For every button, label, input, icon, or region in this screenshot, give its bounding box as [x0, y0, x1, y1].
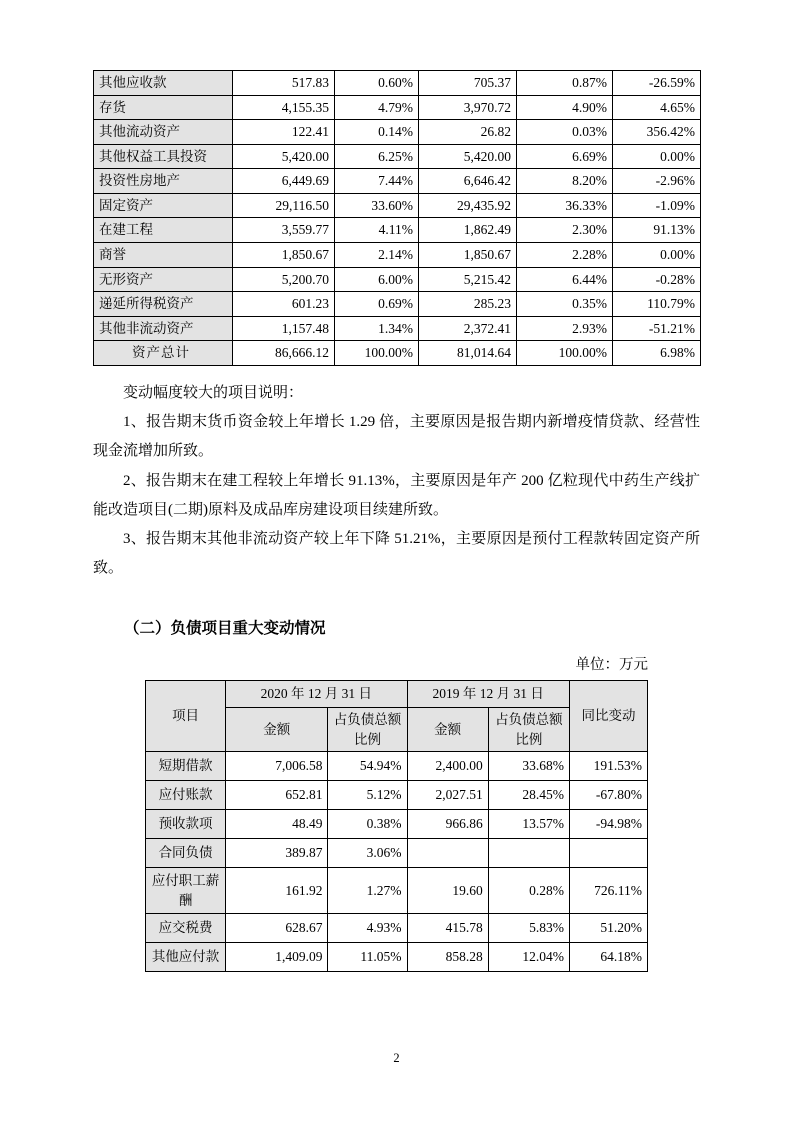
- row-change: -94.98%: [569, 810, 647, 839]
- row-change: 110.79%: [613, 292, 701, 317]
- row-ratio-2020: 33.60%: [335, 193, 419, 218]
- row-amount-2020: 3,559.77: [233, 218, 335, 243]
- page-content: [93, 70, 700, 972]
- row-amount-2020: 161.92: [226, 868, 328, 914]
- liability-table-body: [146, 680, 648, 971]
- row-amount-2020: 86,666.12: [233, 341, 335, 366]
- row-ratio-2019: 2.93%: [517, 316, 613, 341]
- row-amount-2020: 1,850.67: [233, 242, 335, 267]
- header-item: 项目: [146, 680, 226, 751]
- row-amount-2020: 517.83: [233, 71, 335, 96]
- row-label: 合同负债: [146, 839, 226, 868]
- header-period-2020: 2020 年 12 月 31 日: [226, 680, 407, 707]
- row-label: 其他流动资产: [94, 120, 233, 145]
- row-ratio-2019: [488, 839, 569, 868]
- row-change: -67.80%: [569, 781, 647, 810]
- row-ratio-2020: 11.05%: [328, 943, 407, 972]
- row-amount-2020: 48.49: [226, 810, 328, 839]
- row-ratio-2020: 3.06%: [328, 839, 407, 868]
- row-ratio-2019: 2.30%: [517, 218, 613, 243]
- row-label: 在建工程: [94, 218, 233, 243]
- row-ratio-2019: 4.90%: [517, 95, 613, 120]
- row-ratio-2020: 2.14%: [335, 242, 419, 267]
- row-ratio-2019: 0.28%: [488, 868, 569, 914]
- note-item-3: 3、报告期末其他非流动资产较上年下降 51.21%，主要原因是预付工程款转固定资产所致。: [93, 531, 700, 577]
- row-amount-2020: 122.41: [233, 120, 335, 145]
- row-label: 无形资产: [94, 267, 233, 292]
- row-change: -1.09%: [613, 193, 701, 218]
- row-amount-2019: 858.28: [407, 943, 488, 972]
- unit-label: 单位：万元: [575, 656, 648, 673]
- table-row: [146, 752, 648, 781]
- row-change: [569, 839, 647, 868]
- row-change: -26.59%: [613, 71, 701, 96]
- row-amount-2019: 3,970.72: [419, 95, 517, 120]
- row-amount-2019: 415.78: [407, 914, 488, 943]
- table-row: [94, 292, 701, 317]
- table-row: [146, 868, 648, 914]
- row-label: 应付职工薪酬: [146, 868, 226, 914]
- row-label: 其他应收款: [94, 71, 233, 96]
- row-label: 投资性房地产: [94, 169, 233, 194]
- row-amount-2020: 652.81: [226, 781, 328, 810]
- spacer: [93, 366, 700, 379]
- row-amount-2020: 29,116.50: [233, 193, 335, 218]
- table-row: [146, 914, 648, 943]
- row-amount-2019: 29,435.92: [419, 193, 517, 218]
- header-amount-2019: 金额: [407, 707, 488, 751]
- row-label: 短期借款: [146, 752, 226, 781]
- row-change: 191.53%: [569, 752, 647, 781]
- row-amount-2019: 5,215.42: [419, 267, 517, 292]
- liability-table-wrapper: [93, 680, 700, 972]
- table-row: [146, 781, 648, 810]
- table-row: [94, 193, 701, 218]
- row-label: 商誉: [94, 242, 233, 267]
- table-row: [146, 810, 648, 839]
- row-amount-2019: 285.23: [419, 292, 517, 317]
- table-row: [94, 242, 701, 267]
- header-ratio-2019: 占负债总额比例: [488, 707, 569, 751]
- row-label: 应付账款: [146, 781, 226, 810]
- row-amount-2019: 2,400.00: [407, 752, 488, 781]
- row-ratio-2020: 4.79%: [335, 95, 419, 120]
- header-ratio-2020: 占负债总额比例: [328, 707, 407, 751]
- row-ratio-2020: 6.25%: [335, 144, 419, 169]
- row-change: 356.42%: [613, 120, 701, 145]
- row-amount-2020: 6,449.69: [233, 169, 335, 194]
- row-ratio-2020: 5.12%: [328, 781, 407, 810]
- row-ratio-2020: 100.00%: [335, 341, 419, 366]
- table-row: [94, 169, 701, 194]
- row-ratio-2019: 12.04%: [488, 943, 569, 972]
- row-ratio-2019: 6.69%: [517, 144, 613, 169]
- row-amount-2020: 389.87: [226, 839, 328, 868]
- table-header-row: [146, 680, 648, 707]
- row-label: 存货: [94, 95, 233, 120]
- row-ratio-2019: 100.00%: [517, 341, 613, 366]
- liability-items-table: [145, 680, 648, 972]
- row-ratio-2019: 2.28%: [517, 242, 613, 267]
- page-number: 2: [393, 1051, 400, 1065]
- notes-intro: 变动幅度较大的项目说明：: [123, 384, 304, 401]
- asset-table-body: [94, 71, 701, 366]
- row-amount-2019: 1,850.67: [419, 242, 517, 267]
- row-ratio-2019: 36.33%: [517, 193, 613, 218]
- table-row: [94, 316, 701, 341]
- row-amount-2020: 5,420.00: [233, 144, 335, 169]
- row-amount-2019: [407, 839, 488, 868]
- row-amount-2020: 628.67: [226, 914, 328, 943]
- row-ratio-2019: 0.35%: [517, 292, 613, 317]
- row-label: 资产总计: [94, 341, 233, 366]
- table-row: [94, 218, 701, 243]
- row-amount-2020: 1,157.48: [233, 316, 335, 341]
- table-row-total: [94, 341, 701, 366]
- row-ratio-2020: 54.94%: [328, 752, 407, 781]
- row-change: 4.65%: [613, 95, 701, 120]
- note-item-1: 1、报告期末货币资金较上年增长 1.29 倍，主要原因是报告期内新增疫情贷款、经营性现金流增加所致。: [93, 414, 700, 460]
- row-amount-2019: 2,372.41: [419, 316, 517, 341]
- row-change: 91.13%: [613, 218, 701, 243]
- row-ratio-2020: 0.14%: [335, 120, 419, 145]
- row-ratio-2020: 4.11%: [335, 218, 419, 243]
- row-change: -2.96%: [613, 169, 701, 194]
- row-amount-2019: 705.37: [419, 71, 517, 96]
- row-ratio-2019: 33.68%: [488, 752, 569, 781]
- table-row: [94, 267, 701, 292]
- row-change: 726.11%: [569, 868, 647, 914]
- header-change: 同比变动: [569, 680, 647, 751]
- header-amount-2020: 金额: [226, 707, 328, 751]
- row-ratio-2019: 8.20%: [517, 169, 613, 194]
- row-amount-2019: 966.86: [407, 810, 488, 839]
- row-label: 递延所得税资产: [94, 292, 233, 317]
- row-amount-2020: 1,409.09: [226, 943, 328, 972]
- asset-items-table: [93, 70, 701, 366]
- row-ratio-2019: 6.44%: [517, 267, 613, 292]
- row-amount-2019: 6,646.42: [419, 169, 517, 194]
- row-amount-2019: 5,420.00: [419, 144, 517, 169]
- row-ratio-2020: 7.44%: [335, 169, 419, 194]
- row-amount-2019: 19.60: [407, 868, 488, 914]
- row-ratio-2020: 0.38%: [328, 810, 407, 839]
- row-ratio-2019: 13.57%: [488, 810, 569, 839]
- row-ratio-2020: 6.00%: [335, 267, 419, 292]
- row-ratio-2020: 1.34%: [335, 316, 419, 341]
- row-amount-2020: 601.23: [233, 292, 335, 317]
- row-ratio-2019: 0.87%: [517, 71, 613, 96]
- row-ratio-2019: 28.45%: [488, 781, 569, 810]
- row-amount-2020: 4,155.35: [233, 95, 335, 120]
- row-ratio-2020: 0.69%: [335, 292, 419, 317]
- row-ratio-2019: 0.03%: [517, 120, 613, 145]
- table-row: [94, 120, 701, 145]
- row-change: 0.00%: [613, 144, 701, 169]
- table-row: [146, 943, 648, 972]
- row-ratio-2020: 4.93%: [328, 914, 407, 943]
- row-amount-2019: 1,862.49: [419, 218, 517, 243]
- row-amount-2020: 7,006.58: [226, 752, 328, 781]
- row-amount-2019: 26.82: [419, 120, 517, 145]
- table-row: [94, 144, 701, 169]
- row-label: 其他非流动资产: [94, 316, 233, 341]
- note-item-2: 2、报告期末在建工程较上年增长 91.13%，主要原因是年产 200 亿粒现代中药生产线扩能改造项目(二期)原料及成品库房建设项目续建所致。: [93, 472, 700, 518]
- row-change: 6.98%: [613, 341, 701, 366]
- row-ratio-2019: 5.83%: [488, 914, 569, 943]
- row-label: 应交税费: [146, 914, 226, 943]
- row-ratio-2020: 1.27%: [328, 868, 407, 914]
- row-change: 51.20%: [569, 914, 647, 943]
- row-ratio-2020: 0.60%: [335, 71, 419, 96]
- table-row: [94, 95, 701, 120]
- row-change: 64.18%: [569, 943, 647, 972]
- row-amount-2020: 5,200.70: [233, 267, 335, 292]
- header-period-2019: 2019 年 12 月 31 日: [407, 680, 569, 707]
- section-heading-liabilities: （二）负债项目重大变动情况: [124, 619, 326, 637]
- row-label: 预收款项: [146, 810, 226, 839]
- row-label: 固定资产: [94, 193, 233, 218]
- row-label: 其他应付款: [146, 943, 226, 972]
- row-change: -51.21%: [613, 316, 701, 341]
- row-amount-2019: 81,014.64: [419, 341, 517, 366]
- table-row: [146, 839, 648, 868]
- row-change: 0.00%: [613, 242, 701, 267]
- row-change: -0.28%: [613, 267, 701, 292]
- spacer: [93, 584, 700, 614]
- row-label: 其他权益工具投资: [94, 144, 233, 169]
- row-amount-2019: 2,027.51: [407, 781, 488, 810]
- table-row: [94, 71, 701, 96]
